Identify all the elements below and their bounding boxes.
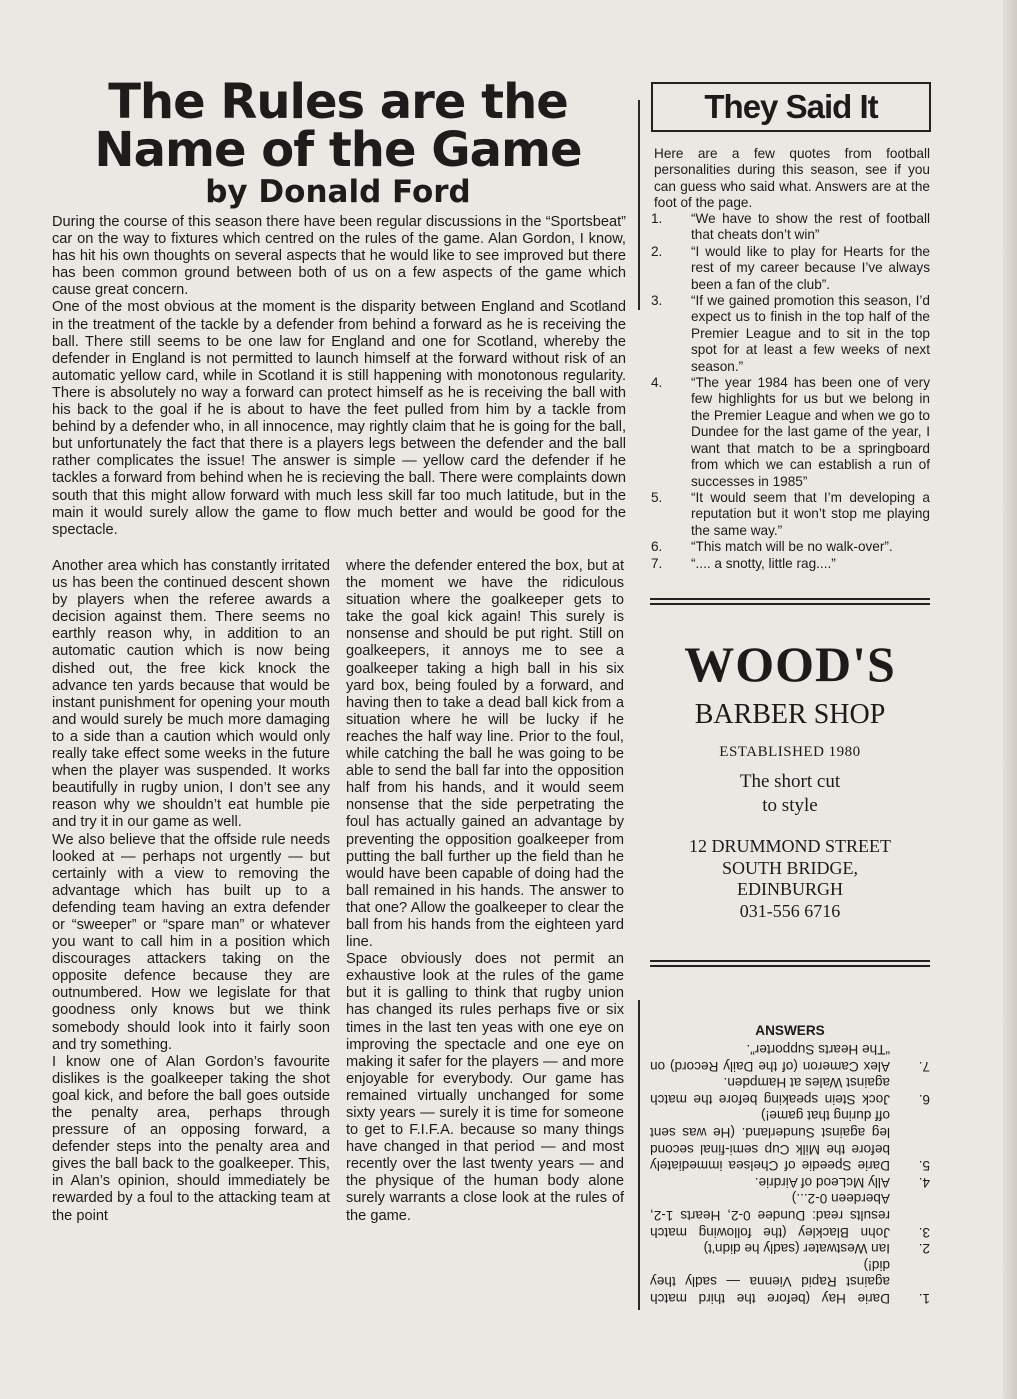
quote-item: 6. “This match will be no walk-over”. [651,539,893,555]
article-paragraph: where the defender entered the box, but at the moment we have the ridiculous situation where the goalkeeper gets to take the goal kick again! This surely is nonsense and should be put right. Still on goalkeepers, it annoys me to see a goalkeeper taking a high ball in his six yard box, being fouled by a forward, and having then to take a dead ball kick from a situation where he will be lucky if he reaches the half way line. Prior to the foul, while catching the ball he was going to be able to send the ball far into the opposition half from his hands, and it would seem nonsense that the side perpetrating the foul has actually gained an advantage by preventing the opposition goalkeeper from putting the ball further up the field than he would have been capable of doing had the ball remained in his hands. The answer to that one? Allow the goalkeeper to clear the ball from his hands from the eighteen yard line. [346,558,624,951]
advert-address: 12 DRUMMOND STREET SOUTH BRIDGE, EDINBURGH 031-556 6716 [688,836,891,921]
page-edge [1003,0,1017,1399]
article-paragraph: Space obviously does not permit an exhaustive look at the rules of the game but it is galling to think that rugby union has changed its rules perhaps five or six times in the last ten yeas with one eye on improving the spectacle and one eye on making it safer for the players — and more enjoyable for everybody. Our game has remained virtually unchanged for some sixty years — surely it is time for someone to get to F.I.F.A. because so many things have changed in that period — and most recently over the last twenty years — and the physique of the human body alone surely warrants a close look at the rules of the game. [346,951,624,1224]
answers-title: ANSWERS [755,1023,825,1038]
sidebar-title: They Said It [704,88,878,125]
article-paragraph: We also believe that the offside rule needs looked at — perhaps not urgently — but certainly with a view to removing the advantage which has built up to a defending team having an extra defender or “sweeper” or “spare man” or whatever you want to call him in a position which discourages attackers taking on the opposite defence because they are outnumbered. How we legislate for that goodness only knows but we think somebody should look into it fairly soon and try something. [52,831,330,1053]
double-rule [650,598,930,605]
quotes-list [651,211,930,572]
answer-item: 7. Alex Cameron (of the Daily Record) on “The Hearts Supporter”. [650,1042,930,1074]
article-column-right [346,558,624,1225]
answer-item: 4. Ally McLeod of Airdrie. [754,1174,930,1190]
answer-item: 6. Jock Stein speaking before the match against Wales at Hampden. [650,1075,930,1107]
answers-list-upside-down [650,1041,930,1306]
quote-item: 2. “I would like to play for Hearts for the rest of my career because I’ve always been a fan of the club”. [651,243,930,292]
advert-name: WOOD'S [684,636,896,692]
sidebar-intro: Here are a few quotes from football personalities during this season, see if you can guess who said what. Answers are at the foot of the page. [654,146,930,211]
advert-shop: BARBER SHOP [694,699,886,730]
advert-established: ESTABLISHED 1980 [719,744,861,760]
intro-paragraph: One of the most obvious at the moment is the disparity between England and Scotland in the treatment of the tackle by a defender from behind a forward as he is receiving the ball. There still seems to be one law for England and one for Scotland, whereby the defender in England is not permitted to launch himself at the forward without risk of an automatic yellow card, while in Scotland it is still happening with monotonous regularity. There is absolutely no way a forward can protect himself as he is receiving the ball with his back to the goal if he is about to have the feet pulled from him by a tackle from behind by a defender who, in all innocence, may rightly claim that he is going for the ball, but unfortunately the fact that there is a players legs between the defender and the ball rather complicates the issue! The answer is simple — yellow card the defender if he tackles a forward from behind when he is recieving the ball. There were complaints down south that this might allow forward with much less skill far too much latitude, but in the main it would surely allow the game to flow much better and would be good for the spectacle. [52,299,626,538]
article-column-left [52,558,330,1225]
double-rule [650,960,930,967]
quote-item: 5. “It would seem that I’m developing a reputation but it won’t stop me playing the same way.” [651,489,930,538]
answer-item: 2. Ian Westwater (sadly he didn’t) [703,1241,930,1257]
article-paragraph: I know one of Alan Gordon’s favourite dislikes is the goalkeeper taking the shot goal kick, and before the ball goes outside the penalty area, perhaps through pressure of an opposing forward, a defender steps into the penalty area and gives the ball back to the goalkeeper. This, in Alan’s opinion, should immediately be rewarded by a foul to the attacking team at the point [52,1053,330,1224]
column-divider [638,1000,640,1310]
advert-tagline: The short cut to style [739,771,841,816]
article-intro [52,214,626,539]
quote-item: 4. “The year 1984 has been one of very few highlights for us but we belong in the Premier League and when we go to Dundee for the last game of the year, I want that match to be a springboard from which we can establish a run of successes in 1985” [651,375,930,489]
article-paragraph: Another area which has constantly irritated us has been the continued descent shown by players when the referee awards a decision against them. There seems no earthly reason why, in addition to an automatic caution which is now being dished out, the free kick knock the advance ten yards because that would be instant punishment for opening your mouth and would surely be much more damaging to a side than a caution which would only really take effect some weeks in the future when the player was suspended. It works beautifully in rugby union, I don’t see any reason why we shouldn’t eat humble pie and try it in our game as well. [52,558,330,831]
article-byline: by Donald Ford [205,174,471,210]
quote-item: 7. “.... a snotty, little rag....” [651,555,836,571]
column-divider [638,100,640,310]
answer-item: 5. Darie Speedie of Chelsea immediately before the Milk Cup semi-final second leg against Sunderland. (He was sent off during that game!) [650,1108,930,1174]
intro-paragraph: During the course of this season there have been regular discussions in the “Sportsbeat” car on the way to fixtures which centred on the rules of the game. Alan Gordon, I know, has hit his own thoughts on several aspects that he would like to see improved but there has been common ground between both of us on a few aspects of the game which cause great concern. [52,214,626,299]
answer-item: 1. Darie Hay (before the third match against Rapid Vienna — sadly they did!) [650,1257,930,1306]
answer-item: 3. John Blackley (the following match results read: Dundee 0-2, Hearts 1-2, Aberdeen 0-2...) [650,1191,930,1240]
quote-item: 3. “If we gained promotion this season, I’d expect us to finish in the top half of the Premier League and to sit in the top spot for at least a few weeks of next season.” [651,293,930,374]
quote-item: 1. “We have to show the rest of football that cheats don’t win” [651,211,930,243]
article-title: The Rules are the Name of the Game [94,74,582,178]
